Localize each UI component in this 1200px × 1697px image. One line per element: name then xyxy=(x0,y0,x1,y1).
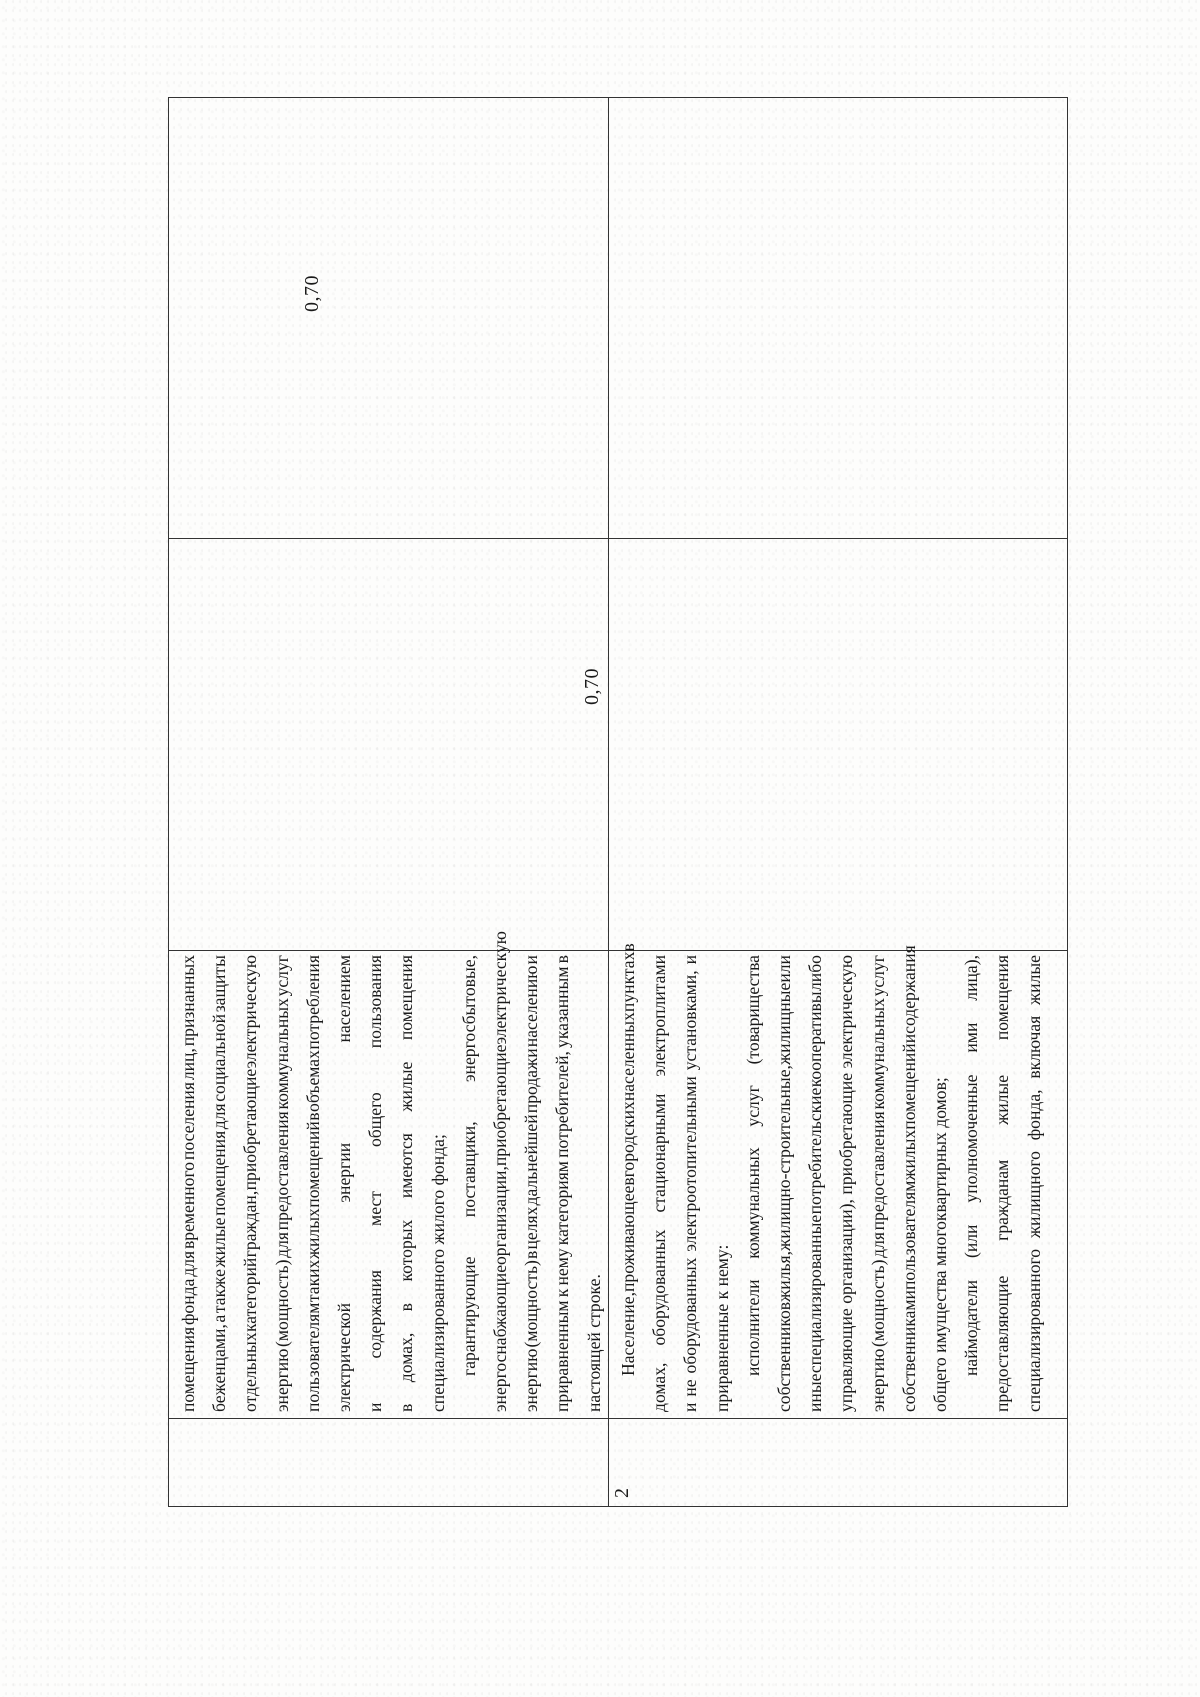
value-cell-1 xyxy=(169,538,608,950)
description-text xyxy=(169,931,610,1418)
text-line: домах, оборудованных стационарными электроплитами xyxy=(649,955,670,1412)
text-line: исполнители коммунальных услуг (товарищества xyxy=(742,955,763,1376)
text-line: настоящей строке. xyxy=(583,1274,604,1412)
text-line: специализированного жилищного фонда, включая жилые xyxy=(1023,955,1044,1412)
value-cell-2 xyxy=(609,98,1067,538)
text-line: беженцами, а также жилые помещения для социальной защиты xyxy=(209,955,230,1412)
value-cell-1 xyxy=(609,538,1067,950)
text-line: энергоснабжающие организации, приобретающие электрическую xyxy=(490,931,511,1412)
description-text xyxy=(609,943,1050,1418)
text-line: общего имущества многоквартирных домов; xyxy=(930,1077,951,1412)
text-line: наймодатели (или уполномоченные ими лица), xyxy=(961,955,982,1376)
text-line: приравненные к нему: xyxy=(711,1244,732,1412)
text-line: отдельных категорий граждан, приобретающие электрическую xyxy=(240,955,261,1412)
text-line: предоставляющие гражданам жилые помещения xyxy=(992,955,1013,1412)
text-line: в домах, в которых имеются жилые помещения xyxy=(396,955,417,1412)
text-line: гарантирующие поставщики, энергосбытовые, xyxy=(458,955,479,1376)
value-2: 0,70 xyxy=(301,275,323,312)
text-line: помещения фонда для временного поселения лиц, признанных xyxy=(178,955,198,1412)
row-number-cell xyxy=(609,1418,1067,1506)
description-cell xyxy=(169,931,608,1418)
row-number: 2 xyxy=(611,1488,633,1498)
text-line: собственников жилья, жилищно-строительные, жилищные или xyxy=(774,955,795,1412)
description-cell xyxy=(609,943,1067,1418)
table-row xyxy=(169,98,609,1506)
text-line: энергию (мощность) для предоставления коммунальных услуг xyxy=(271,955,292,1412)
text-line: Население, проживающее в городских населенных пунктах в xyxy=(618,943,638,1376)
text-line: энергию (мощность) в целях дальнейшей продажи населению и xyxy=(521,955,542,1412)
text-line: управляющие организации), приобретающие электрическую xyxy=(836,955,857,1412)
tariff-table xyxy=(168,97,1068,1507)
value-cell-2 xyxy=(169,98,608,538)
text-line: приравненным к нему категориям потребителей, указанным в xyxy=(552,955,573,1412)
text-line: электрической энергии населением xyxy=(334,955,355,1412)
row-number-cell xyxy=(169,1418,608,1506)
text-line: иные специализированные потребительские кооперативы либо xyxy=(805,955,826,1412)
text-line: и содержания мест общего пользования xyxy=(365,955,386,1412)
text-line: энергию (мощность) для предоставления коммунальных услуг xyxy=(867,955,888,1412)
text-line: специализированного жилого фонда; xyxy=(427,1134,448,1412)
text-line: и не оборудованных электроотопительными установками, и xyxy=(680,955,701,1412)
text-line: пользователям таких жилых помещений в объемах потребления xyxy=(302,955,323,1412)
table-row xyxy=(609,98,1067,1506)
value-1: 0,70 xyxy=(581,668,603,705)
text-line: собственникам и пользователям жилых помещений и содержания xyxy=(898,945,919,1412)
